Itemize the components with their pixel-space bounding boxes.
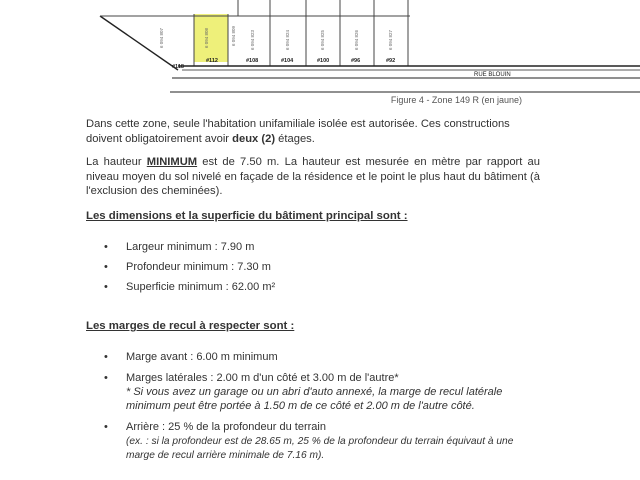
dimensions-heading: Les dimensions et la superficie du bâtiment principal sont : xyxy=(86,210,408,222)
road-lines xyxy=(170,66,640,92)
zone-map xyxy=(0,0,640,96)
intro-text-2: étages. xyxy=(275,132,315,145)
list-item: • Largeur minimum : 7.90 m xyxy=(104,241,255,253)
intro-paragraph xyxy=(86,117,540,146)
dimensions-list xyxy=(86,240,540,300)
lot-label-0: 6 094 807 xyxy=(159,27,164,48)
area-min: Superficie minimum : 62.00 m² xyxy=(126,281,276,293)
front-margin: Marge avant : 6.00 m minimum xyxy=(126,351,278,363)
height-paragraph xyxy=(86,155,540,199)
margins-heading: Les marges de recul à respecter sont : xyxy=(86,320,295,332)
civic-7: #92 xyxy=(386,58,396,64)
lot-label-7: 6 094 827 xyxy=(388,29,393,50)
civic-3: #108 xyxy=(246,58,259,64)
lot-label-3: 6 094 823 xyxy=(250,29,255,50)
lot-label-1: 6 094 808 xyxy=(204,27,209,48)
height-text-2: est de 7.50 m. La hauteur est mesurée en mètre par rapport au niveau moyen du sol nivelé en façade de la résidence et le point le plus haut du bâtiment (à l'exclusion des cheminées). xyxy=(86,156,541,197)
depth-min: Profondeur minimum : 7.30 m xyxy=(126,261,271,273)
rear-note: (ex. : si la profondeur est de 28.65 m, 25 % de la profondeur du terrain équivaut à une marge de recul arrière minimale de 7.16 m). xyxy=(126,436,514,461)
civic-5: #100 xyxy=(317,58,330,64)
civic-0: #118 xyxy=(172,64,184,70)
width-min: Largeur minimum : 7.90 m xyxy=(126,241,255,253)
lot-label-4: 6 094 824 xyxy=(285,29,290,50)
side-note: * Si vous avez un garage ou un abri d'auto annexé, la marge de recul latérale minimum peut être portée à 1.50 m de ce côté et 2.00 m de l'autre côté. xyxy=(126,386,503,412)
civic-6: #96 xyxy=(351,58,361,64)
list-item: • Marges latérales : 2.00 m d'un côté et 3.00 m de l'autre* * Si vous avez un garage ou un abri d'auto annexé, la marge de recul latérale minimum peut être portée à 1.50 m de ce côté et 2.00 m de l'autre côté. xyxy=(104,372,503,412)
list-item: • Superficie minimum : 62.00 m² xyxy=(104,281,276,293)
height-text-1: La hauteur xyxy=(86,156,147,168)
lot-label-2: 6 094 809 xyxy=(231,25,236,46)
civic-4: #104 xyxy=(281,58,294,64)
list-item: • Profondeur minimum : 7.30 m xyxy=(104,261,271,273)
street-name: RUE BLOUIN xyxy=(474,72,511,78)
lot-label-5: 6 094 825 xyxy=(320,29,325,50)
list-item: • Arrière : 25 % de la profondeur du terrain (ex. : si la profondeur est de 28.65 m, 25 % de la profondeur du terrain équivaut à une marge de recul arrière minimale de 7.16 m). xyxy=(104,421,514,461)
margins-list xyxy=(86,350,540,469)
list-item: • Marge avant : 6.00 m minimum xyxy=(104,351,278,363)
intro-text-1: Dans cette zone, seule l'habitation unifamiliale isolée est autorisée. Ces constructions doivent obligatoirement avoir xyxy=(86,118,510,145)
side-margins: Marges latérales : 2.00 m d'un côté et 3.00 m de l'autre* xyxy=(126,372,399,384)
lot-label-6: 6 094 826 xyxy=(354,29,359,50)
height-emph: MINIMUM xyxy=(146,156,198,168)
diagonal-road-edge xyxy=(100,16,178,70)
figure-caption: Figure 4 - Zone 149 R (en jaune) xyxy=(390,95,522,105)
civic-1: #112 xyxy=(206,58,218,64)
highlighted-lot xyxy=(194,14,228,62)
rear-margin: Arrière : 25 % de la profondeur du terrain xyxy=(126,421,326,433)
intro-bold: deux (2) xyxy=(232,132,276,145)
